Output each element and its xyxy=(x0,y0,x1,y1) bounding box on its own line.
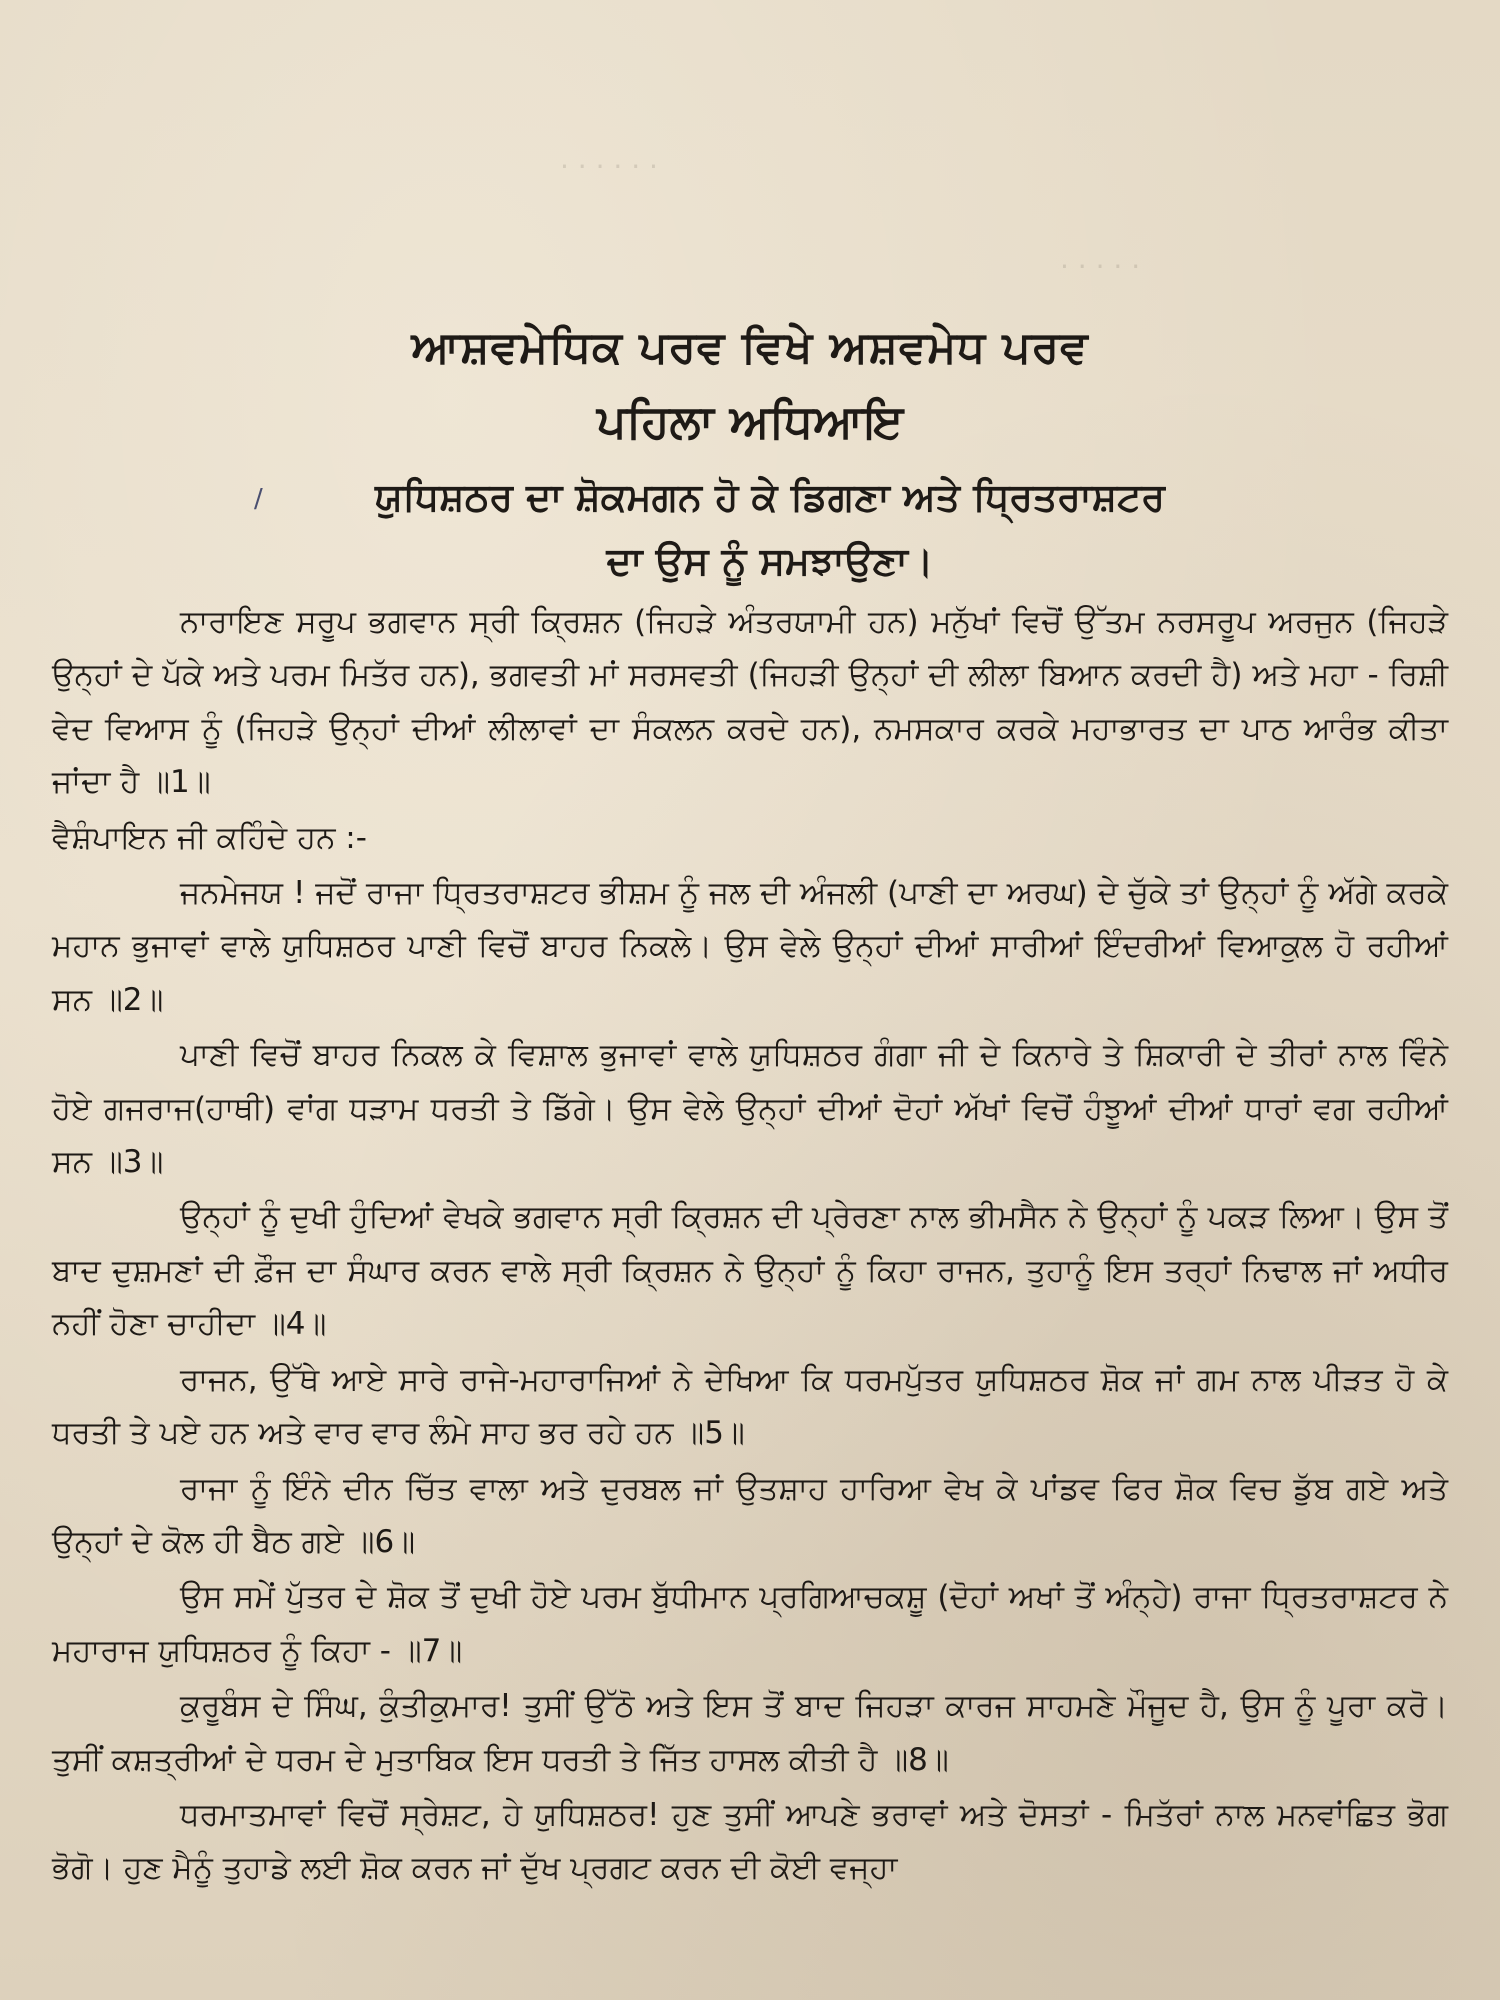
chapter-title: ਪਹਿਲਾ ਅਧਿਆਇ xyxy=(596,394,904,448)
body-text xyxy=(52,596,1448,1898)
paragraph-1: ਨਾਰਾਇਣ ਸਰੂਪ ਭਗਵਾਨ ਸ੍ਰੀ ਕ੍ਰਿਸ਼ਨ (ਜਿਹੜੇ ਅੰਤਰਯਾਮੀ ਹਨ) ਮਨੁੱਖਾਂ ਵਿਚੋਂ ਉੱਤਮ ਨਰਸਰੂਪ ਅਰਜੁਨ (ਜਿਹੜੇ ਉਨ੍ਹਾਂ ਦੇ ਪੱਕੇ ਅਤੇ ਪਰਮ ਮਿਤੱਰ ਹਨ), ਭਗਵਤੀ ਮਾਂ ਸਰਸਵਤੀ (ਜਿਹੜੀ ਉਨ੍ਹਾਂ ਦੀ ਲੀਲਾ ਬਿਆਨ ਕਰਦੀ ਹੈ) ਅਤੇ ਮਹਾ - ਰਿਸ਼ੀ ਵੇਦ ਵਿਆਸ ਨੂੰ (ਜਿਹੜੇ ਉਨ੍ਹਾਂ ਦੀਆਂ ਲੀਲਾਵਾਂ ਦਾ ਸੰਕਲਨ ਕਰਦੇ ਹਨ), ਨਮਸਕਾਰ ਕਰਕੇ ਮਹਾਭਾਰਤ ਦਾ ਪਾਠ ਆਰੰਭ ਕੀਤਾ ਜਾਂਦਾ ਹੈ ॥1॥ xyxy=(52,604,1448,801)
pen-mark-icon: / xyxy=(254,484,263,514)
paragraph-2: ਜਨਮੇਜਯ ! ਜਦੋਂ ਰਾਜਾ ਧ੍ਰਿਤਰਾਸ਼ਟਰ ਭੀਸ਼ਮ ਨੂੰ ਜਲ ਦੀ ਅੰਜਲੀ (ਪਾਣੀ ਦਾ ਅਰਘ) ਦੇ ਚੁੱਕੇ ਤਾਂ ਉਨ੍ਹਾਂ ਨੂੰ ਅੱਗੇ ਕਰਕੇ ਮਹਾਨ ਭੁਜਾਵਾਂ ਵਾਲੇ ਯੁਧਿਸ਼ਠਰ ਪਾਣੀ ਵਿਚੋਂ ਬਾਹਰ ਨਿਕਲੇ। ਉਸ ਵੇਲੇ ਉਨ੍ਹਾਂ ਦੀਆਂ ਸਾਰੀਆਂ ਇੰਦਰੀਆਂ ਵਿਆਕੁਲ ਹੋ ਰਹੀਆਂ ਸਨ ॥2॥ xyxy=(52,875,1448,1018)
chapter-subtitle-line-2: ਦਾ ਉਸ ਨੂੰ ਸਮਝਾਉਣਾ। xyxy=(606,539,934,583)
paragraph-4: ਉਨ੍ਹਾਂ ਨੂੰ ਦੁਖੀ ਹੁੰਦਿਆਂ ਵੇਖਕੇ ਭਗਵਾਨ ਸ੍ਰੀ ਕ੍ਰਿਸ਼ਨ ਦੀ ਪ੍ਰੇਰਣਾ ਨਾਲ ਭੀਮਸੈਨ ਨੇ ਉਨ੍ਹਾਂ ਨੂੰ ਪਕੜ ਲਿਆ। ਉਸ ਤੋਂ ਬਾਦ ਦੁਸ਼ਮਣਾਂ ਦੀ ਫ਼ੌਜ ਦਾ ਸੰਘਾਰ ਕਰਨ ਵਾਲੇ ਸ੍ਰੀ ਕ੍ਰਿਸ਼ਨ ਨੇ ਉਨ੍ਹਾਂ ਨੂੰ ਕਿਹਾ ਰਾਜਨ, ਤੁਹਾਨੂੰ ਇਸ ਤਰ੍ਹਾਂ ਨਿਢਾਲ ਜਾਂ ਅਧੀਰ ਨਹੀਂ ਹੋਣਾ ਚਾਹੀਦਾ ॥4॥ xyxy=(52,1199,1448,1343)
bleed-through-text: · · · · · xyxy=(1060,250,1141,283)
paragraph-3: ਪਾਣੀ ਵਿਚੋਂ ਬਾਹਰ ਨਿਕਲ ਕੇ ਵਿਸ਼ਾਲ ਭੁਜਾਵਾਂ ਵਾਲੇ ਯੁਧਿਸ਼ਠਰ ਗੰਗਾ ਜੀ ਦੇ ਕਿਨਾਰੇ ਤੇ ਸ਼ਿਕਾਰੀ ਦੇ ਤੀਰਾਂ ਨਾਲ ਵਿੰਨੇ ਹੋਏ ਗਜਰਾਜ(ਹਾਥੀ) ਵਾਂਗ ਧੜਾਮ ਧਰਤੀ ਤੇ ਡਿੱਗੇ। ਉਸ ਵੇਲੇ ਉਨ੍ਹਾਂ ਦੀਆਂ ਦੋਹਾਂ ਅੱਖਾਂ ਵਿਚੋਂ ਹੰਝੂਆਂ ਦੀਆਂ ਧਾਰਾਂ ਵਗ ਰਹੀਆਂ ਸਨ ॥3॥ xyxy=(52,1037,1448,1181)
paragraph-5: ਰਾਜਨ, ਉੱਥੇ ਆਏ ਸਾਰੇ ਰਾਜੇ-ਮਹਾਰਾਜਿਆਂ ਨੇ ਦੇਖਿਆ ਕਿ ਧਰਮਪੁੱਤਰ ਯੁਧਿਸ਼ਠਰ ਸ਼ੋਕ ਜਾਂ ਗਮ ਨਾਲ ਪੀੜਤ ਹੋ ਕੇ ਧਰਤੀ ਤੇ ਪਏ ਹਨ ਅਤੇ ਵਾਰ ਵਾਰ ਲੰਮੇ ਸਾਹ ਭਰ ਰਹੇ ਹਨ ॥5॥ xyxy=(52,1361,1448,1452)
bleed-through-text: · · · · · · xyxy=(560,150,658,183)
section-title: ਆਸ਼ਵਮੇਧਿਕ ਪਰਵ ਵਿਖੇ ਅਸ਼ਵਮੇਧ ਪਰਵ xyxy=(411,322,1089,373)
paragraph-7: ਉਸ ਸਮੇਂ ਪੁੱਤਰ ਦੇ ਸ਼ੋਕ ਤੋਂ ਦੁਖੀ ਹੋਏ ਪਰਮ ਬੁੱਧੀਮਾਨ ਪ੍ਰਗਿਆਚਕਸ਼ੂ (ਦੋਹਾਂ ਅਖਾਂ ਤੋਂ ਅੰਨ੍ਹੇ) ਰਾਜਾ ਧ੍ਰਿਤਰਾਸ਼ਟਰ ਨੇ ਮਹਾਰਾਜ ਯੁਧਿਸ਼ਠਰ ਨੂੰ ਕਿਹਾ - ॥7॥ xyxy=(52,1579,1448,1669)
chapter-subtitle-line-1: ਯੁਧਿਸ਼ਠਰ ਦਾ ਸ਼ੋਕਮਗਨ ਹੋ ਕੇ ਡਿਗਣਾ ਅਤੇ ਧ੍ਰਿਤਰਾਸ਼ਟਰ xyxy=(375,475,1165,519)
paragraph-9: ਧਰਮਾਤਮਾਵਾਂ ਵਿਚੋਂ ਸ੍ਰੇਸ਼ਟ, ਹੇ ਯੁਧਿਸ਼ਠਰ! ਹੁਣ ਤੁਸੀਂ ਆਪਣੇ ਭਰਾਵਾਂ ਅਤੇ ਦੋਸਤਾਂ - ਮਿਤੱਰਾਂ ਨਾਲ ਮਨਵਾਂਛਿਤ ਭੋਗ ਭੋਗੋ। ਹੁਣ ਮੈਨੂੰ ਤੁਹਾਡੇ ਲਈ ਸ਼ੋਕ ਕਰਨ ਜਾਂ ਦੁੱਖ ਪ੍ਰਗਟ ਕਰਨ ਦੀ ਕੋਈ ਵਜ੍ਹਾ xyxy=(52,1796,1448,1887)
paragraph-6: ਰਾਜਾ ਨੂੰ ਇੰਨੇ ਦੀਨ ਚਿੱਤ ਵਾਲਾ ਅਤੇ ਦੁਰਬਲ ਜਾਂ ਉਤਸ਼ਾਹ ਹਾਰਿਆ ਵੇਖ ਕੇ ਪਾਂਡਵ ਫਿਰ ਸ਼ੋਕ ਵਿਚ ਡੁੱਬ ਗਏ ਅਤੇ ਉਨ੍ਹਾਂ ਦੇ ਕੋਲ ਹੀ ਬੈਠ ਗਏ ॥6॥ xyxy=(52,1470,1448,1560)
paragraph-8: ਕੁਰੂਬੰਸ ਦੇ ਸਿੰਘ, ਕੁੰਤੀਕੁਮਾਰ! ਤੁਸੀਂ ਉੱਠੋ ਅਤੇ ਇਸ ਤੋਂ ਬਾਦ ਜਿਹੜਾ ਕਾਰਜ ਸਾਹਮਣੇ ਮੌਜੂਦ ਹੈ, ਉਸ ਨੂੰ ਪੂਰਾ ਕਰੋ। ਤੁਸੀਂ ਕਸ਼ਤ੍ਰੀਆਂ ਦੇ ਧਰਮ ਦੇ ਮੁਤਾਬਿਕ ਇਸ ਧਰਤੀ ਤੇ ਜਿੱਤ ਹਾਸਲ ਕੀਤੀ ਹੈ ॥8॥ xyxy=(52,1688,1448,1778)
speaker-line: ਵੈਸ਼ੰਪਾਇਨ ਜੀ ਕਹਿੰਦੇ ਹਨ :- xyxy=(52,819,367,856)
